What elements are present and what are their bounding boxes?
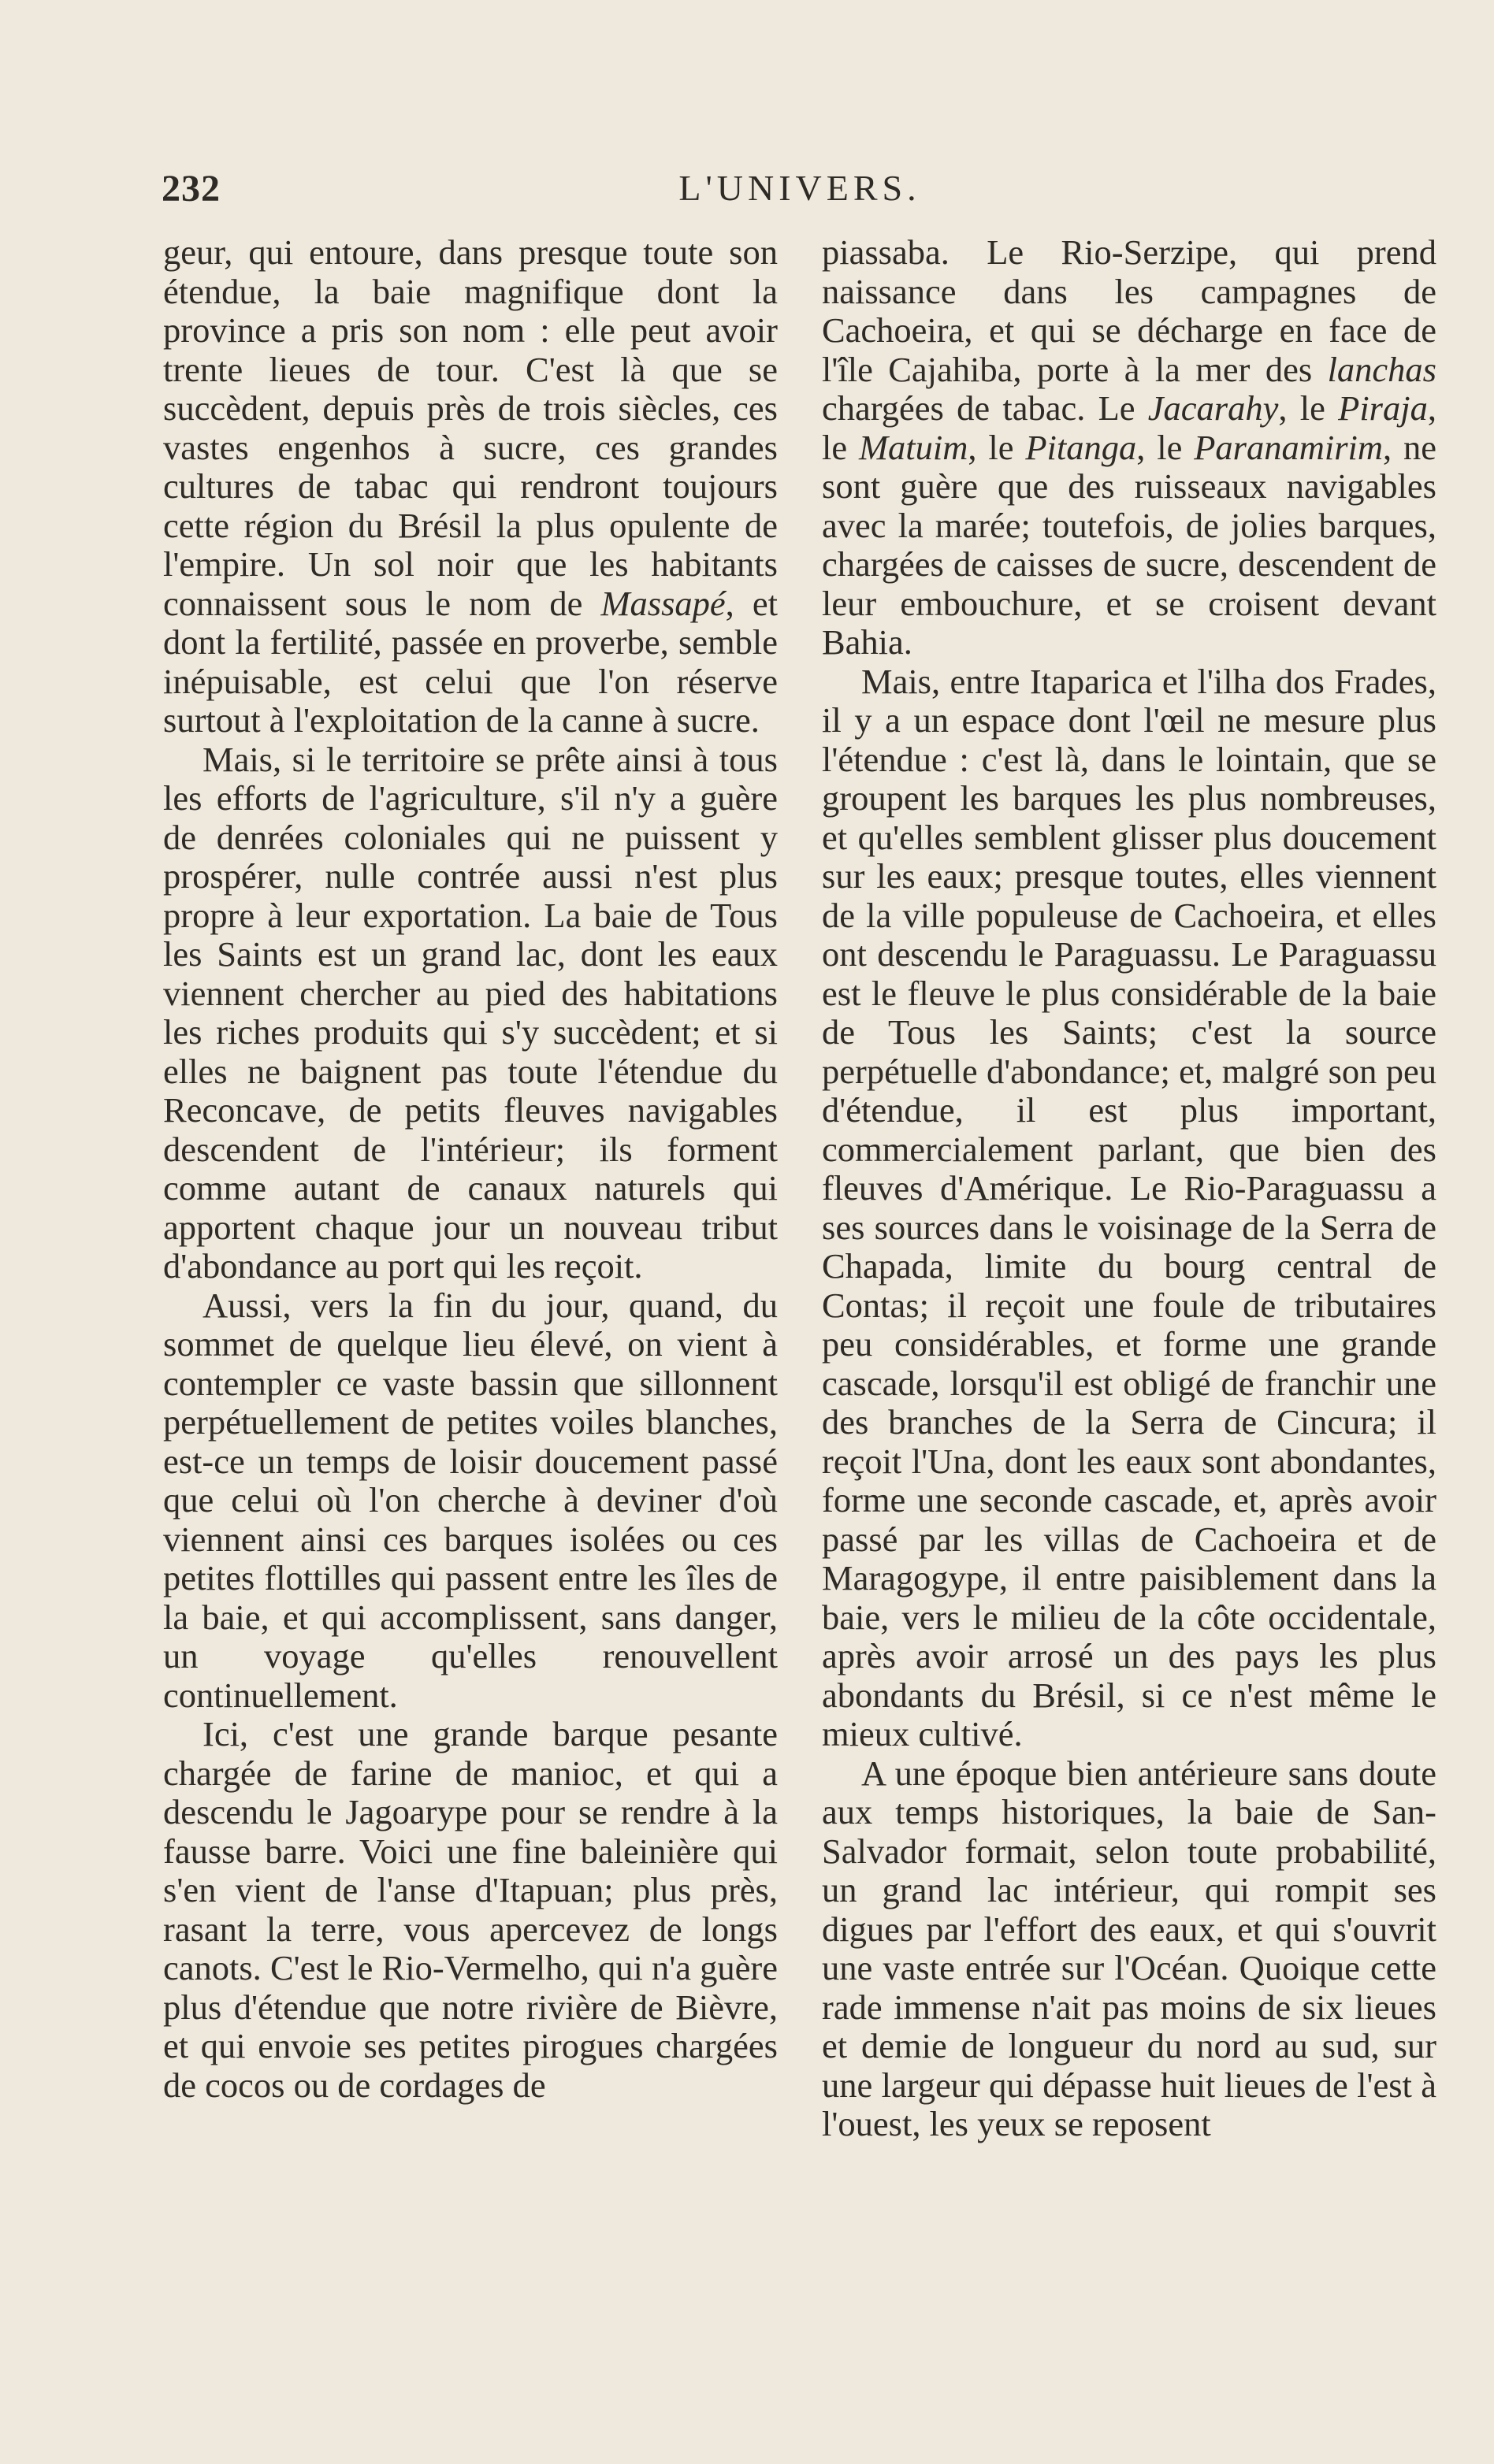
paragraph: A une époque bien antérieure sans doute aux temps historiques, la baie de San-Salvador formait, selon toute probabilité, un grand lac intérieur, qui rompit ses digues par l'effort des eaux, et qui s'ouvrit une vaste entrée sur l'Océan. Quoique cette rade immense n'ait pas moins de six lieues et demie de longueur du nord au sud, sur une largeur qui dépasse huit lieues de l'est à l'ouest, les yeux se reposent bbox=[822, 1753, 1436, 2143]
running-title: L'UNIVERS. bbox=[678, 168, 921, 208]
paragraph: Aussi, vers la fin du jour, quand, du sommet de quelque lieu élevé, on vient à contempler ce vaste bassin que sillonnent perpétuellement de petites voiles blanches, est-ce un temps de loisir doucement passé que celui où l'on cherche à deviner d'où viennent ainsi ces barques isolées ou ces petites flottilles qui passent entre les îles de la baie, et qui accomplissent, sans danger, un voyage qu'elles renouvellent continuellement. bbox=[163, 1285, 778, 1715]
paragraph: piassaba. Le Rio-Serzipe, qui prend naissance dans les campagnes de Cachoeira, et qui se décharge en face de l'île Cajahiba, porte à la mer des lanchas chargées de tabac. Le Jacarahy, le Piraja, le Matuim, le Pitanga, le Paranamirim, ne sont guère que des ruisseaux navigables avec la marée; toutefois, de jolies barques, chargées de caisses de sucre, descendent de leur embouchure, et se croisent devant Bahia. bbox=[822, 232, 1436, 662]
paragraph: Mais, si le territoire se prête ainsi à tous les efforts de l'agriculture, s'il n'y a guère de denrées coloniales qui ne puissent y prospérer, nulle contrée aussi n'est plus propre à leur exportation. La baie de Tous les Saints est un grand lac, dont les eaux viennent chercher au pied des habitations les riches produits qui s'y succèdent; et si elles ne baignent pas toute l'étendue du Reconcave, de petits fleuves navigables descendent de l'intérieur; ils forment comme autant de canaux naturels qui apportent chaque jour un nouveau tribut d'abondance au port qui les reçoit. bbox=[163, 739, 778, 1286]
paragraph: Mais, entre Itaparica et l'ilha dos Frades, il y a un espace dont l'œil ne mesure plus l'étendue : c'est là, dans le lointain, que se groupent les barques les plus nombreuses, et qu'elles semblent glisser plus doucement sur les eaux; presque toutes, elles viennent de la ville populeuse de Cachoeira, et elles ont descendu le Paraguassu. Le Paraguassu est le fleuve le plus considérable de la baie de Tous les Saints; c'est la source perpétuelle d'abondance; et, malgré son peu d'étendue, il est plus important, commercialement parlant, que bien des fleuves d'Amérique. Le Rio-Paraguassu a ses sources dans le voisinage de la Serra de Chapada, limite du bourg central de Contas; il reçoit une foule de tributaires peu considérables, et forme une grande cascade, lorsqu'il est obligé de franchir une des branches de la Serra de Cincura; il reçoit l'Una, dont les eaux sont abondantes, forme une seconde cascade, et, après avoir passé par les villas de Cachoeira et de Maragogype, il entre paisiblement dans la baie, vers le milieu de la côte occidentale, après avoir arrosé un des pays les plus abondants du Brésil, si ce n'est même le mieux cultivé. bbox=[822, 661, 1436, 1753]
right-column bbox=[822, 233, 1436, 2144]
page-header bbox=[162, 167, 1438, 214]
paragraph: geur, qui entoure, dans presque toute son étendue, la baie magnifique dont la province a pris son nom : elle peut avoir trente lieues de tour. C'est là que se succèdent, depuis près de trois siècles, ces vastes engenhos à sucre, ces grandes cultures de tabac qui rendront toujours cette région du Brésil la plus opulente de l'empire. Un sol noir que les habitants connaissent sous le nom de Massapé, et dont la fertilité, passée en proverbe, semble inépuisable, est celui que l'on réserve surtout à l'exploitation de la canne à sucre. bbox=[163, 232, 778, 740]
page-number: 232 bbox=[162, 168, 221, 210]
paragraph: Ici, c'est une grande barque pesante chargée de farine de manioc, et qui a descendu le Jagoarype pour se rendre à la fausse barre. Voici une fine baleinière qui s'en vient de l'anse d'Itapuan; plus près, rasant la terre, vous apercevez de longs canots. C'est le Rio-Vermelho, qui n'a guère plus d'étendue que notre rivière de Bièvre, et qui envoie ses petites pirogues chargées de cocos ou de cordages de bbox=[163, 1714, 778, 2105]
left-column bbox=[163, 233, 778, 2105]
